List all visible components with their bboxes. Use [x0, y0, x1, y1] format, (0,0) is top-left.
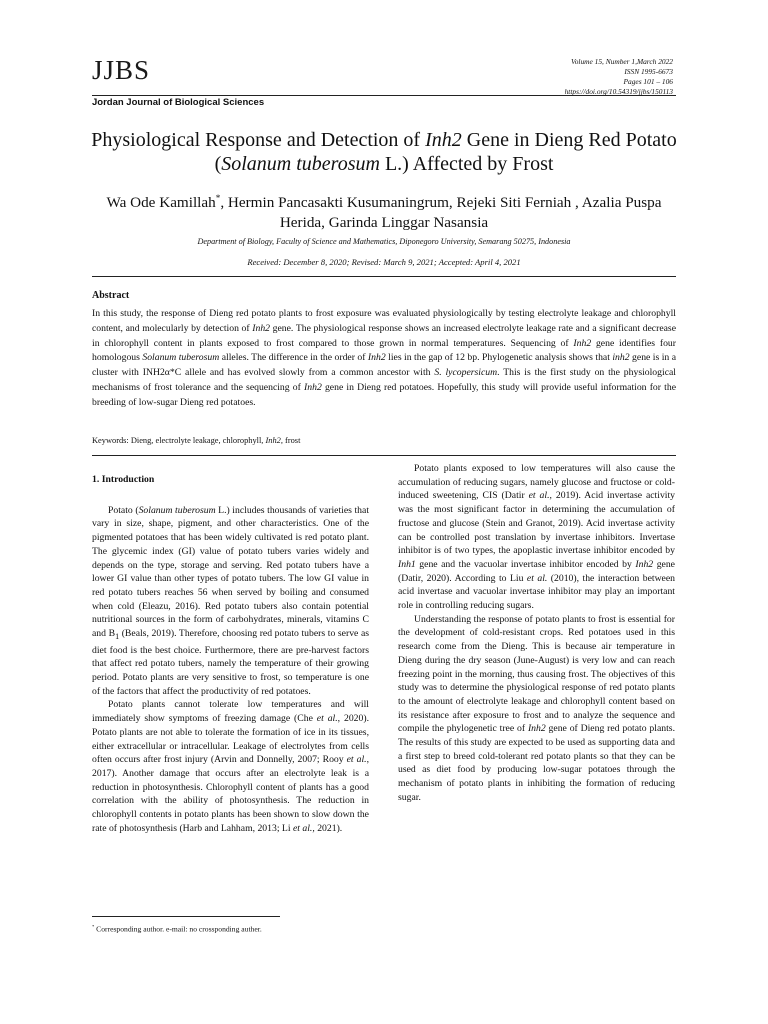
- para-text: 2019). Acid invertase activity was the most significant factor in determining the accumulation of fructose and glucose (Stein and Granot, 2019). Acid invertase activity can be controlled post translation by invertase inhibitors. Invertase inhibitor is of two types, the apoplastic invertase inhibitor encoded by: [398, 490, 676, 557]
- paragraph: [92, 504, 369, 699]
- abstract-italic: Inh2: [367, 352, 386, 364]
- author-list: [84, 188, 684, 233]
- para-text: gene and the vacuolar invertase inhibitor encoded by: [415, 558, 636, 570]
- abstract-italic: Inh2: [304, 381, 322, 393]
- journal-name: Jordan Journal of Biological Sciences: [92, 97, 265, 108]
- section-heading-introduction: 1. Introduction: [92, 474, 155, 485]
- submission-dates: Received: December 8, 2020; Revised: March 9, 2021; Accepted: April 4, 2021: [247, 257, 521, 267]
- para-italic: Solanum tuberosum: [138, 504, 216, 516]
- para-text: (2010), the interaction between acid invertase and vacuolar invertase inhibitor may play an important role in controlling reducing sugars.: [398, 572, 676, 612]
- para-text: Understanding the response of potato plants to frost is essential for the development of cold-resistant crops. Red potatoes used in this research come from the Dieng. This is because air temperature in Dieng during the dry season (June-August) is very low and can reach freezing point in the morning, thus causing frost. The objectives of this study was to determine the physiological response of red potato plants to the amount of electrolyte leakage and chlorophyll content based on its resistance after exposure to frost and to analyze the sequence and compile the phylogenetic tree of: [398, 613, 675, 735]
- abstract-italic: Solanum tuberosum: [142, 352, 220, 364]
- para-italic: Inh2: [635, 558, 654, 570]
- abstract-top-rule: [92, 276, 676, 277]
- abstract-text: alleles. The difference in the order of: [219, 352, 368, 364]
- para-text: gene (Datir, 2020). According to Liu: [398, 558, 675, 584]
- abstract-body: [92, 307, 676, 411]
- abstract-text: In this study, the response of Dieng red potato plants to frost exposure was evaluated physiologically by testing electrolyte leakage and chlorophyll content, and molecularly by detection of: [92, 308, 676, 334]
- para-subscript: 1: [115, 631, 120, 641]
- page-range: Pages 101 – 106: [623, 77, 673, 86]
- abstract-text: gene identifies four homologous: [92, 337, 677, 364]
- abstract-text: gene in Dieng red potatoes. Hopefully, this study will provide useful information for the breeding of low-sugar Dieng red potatoes.: [92, 381, 676, 408]
- footnote: [92, 924, 262, 934]
- abstract-italic: S. lycopersicum: [434, 367, 498, 379]
- keywords-gene: Inh2: [265, 436, 281, 445]
- affiliation: Department of Biology, Faculty of Science and Mathematics, Diponegoro University, Semarang 50275, Indonesia: [197, 237, 571, 246]
- paragraph: [398, 613, 675, 805]
- title-gene: Inh2: [425, 129, 462, 151]
- para-text: Potato plants cannot tolerate low temperatures and will immediately show symptoms of freezing damage (Che: [92, 699, 369, 725]
- abstract-text: gene is in a cluster with INH2α*C allele and has evolved slowly from a common ancestor with: [92, 352, 676, 379]
- abstract-italic: inh2: [612, 352, 630, 364]
- para-italic: et al.: [346, 754, 367, 766]
- left-column: [92, 460, 369, 836]
- abstract-italic: Inh2: [573, 337, 592, 349]
- para-italic: Inh2: [527, 723, 546, 735]
- corresponding-mark: *: [215, 193, 221, 203]
- title-text: L.) Affected by Frost: [379, 153, 554, 175]
- footnote-rule: [92, 916, 280, 917]
- para-text: L.) includes thousands of varieties that vary in size, shape, pigment, and other characteristics. One of the pigmented potatoes that has been widely cultivated is red potato plant. The glycemic index (GI) value of potato tubers varies widely and depends on the type, storage and serving. Red potato tubers have a lower GI value than other types of potato tubers. The low GI value in red potato tubers reaches 56 when served by boiling and consumed when cold (Eleazu, 2016). Red potato tubers also contain potential nutritional sources in the form of carbohydrates, minerals, vitamins C and B: [92, 504, 370, 640]
- keywords: [92, 436, 676, 445]
- journal-logo: JJBS: [92, 55, 151, 85]
- volume-info: Volume 15, Number 1,March 2022: [571, 57, 673, 66]
- title-text: Physiological Response and Detection of: [91, 129, 426, 151]
- para-text: Potato plants exposed to low temperatures will also cause the accumulation of reducing sugars, namely glucose and fructose or cold-induced sweetening, CIS (Datir: [398, 463, 675, 502]
- abstract-italic: Inh2: [252, 322, 271, 334]
- para-text: gene of Dieng red potato plants. The results of this study are expected to be used as supporting data and a first step to breed cold-tolerant red potato plants so that they can be used as diet food by producing low-sugar potatoes through the mechanism of potato plants in inhibiting the formation of reducing sugar.: [398, 723, 675, 803]
- paragraph: [92, 698, 369, 835]
- para-italic: et al.,: [292, 822, 315, 834]
- co-authors: , Hermin Pancasakti Kusumaningrum, Rejeki Siti Ferniah , Azalia Puspa Herida, Garinda Linggar Nasansia: [220, 194, 662, 232]
- abstract-text: . This is the first study on the physiological mechanisms of frost tolerance and the sequencing of: [92, 367, 676, 393]
- issn: ISSN 1995-6673: [624, 67, 673, 76]
- first-author: Wa Ode Kamillah: [106, 194, 216, 212]
- para-italic: et al.: [316, 713, 338, 725]
- para-italic: et al.,: [528, 490, 552, 502]
- keywords-text: , frost: [280, 436, 301, 445]
- para-text: Potato (: [108, 504, 139, 516]
- para-text: , 2020). Potato plants are not able to tolerate the formation of ice in its tissues, either extracellular or intracellular. Leakage of electrolytes from cells often occurs after frost injury (Arvin and Donnelly, 2007; Rooy: [92, 713, 370, 766]
- para-text: , 2017). Another damage that occurs after an electrolyte leak is a reduction in photosynthesis. Chlorophyll content of plants has a good correlation with the ability of photosynthesis. The reduction in chlorophyll contents in potato plants has been shown to slow down the rate of photosynthesis (Harb and Lahham, 2013; Li: [92, 754, 369, 834]
- right-column: [398, 462, 675, 805]
- para-italic: et al.: [526, 572, 548, 584]
- issue-metadata: [565, 57, 673, 97]
- para-text: (Beals, 2019). Therefore, choosing red potato tubers to serve as diet food is the best choice. Furthermore, there are pre-harvest factors that affect red potato tubers, namely the temperature of their growing period. Potato plants are very sensitive to frost, so temperature is one of the factors that affect the productivity of red potatoes.: [92, 628, 370, 697]
- footnote-mark: *: [92, 924, 95, 929]
- title-species: Solanum tuberosum: [221, 153, 380, 175]
- doi-link[interactable]: https://doi.org/10.54319/jjbs/150113: [564, 87, 673, 96]
- header-rule: [92, 95, 676, 96]
- abstract-text: lies in the gap of 12 bp. Phylogenetic analysis shows that: [385, 352, 613, 364]
- para-italic: Inh1: [398, 558, 416, 570]
- abstract-text: gene. The physiological response shows an increased electrolyte leakage rate and a significant decrease in chlorophyll content in plants exposed to frost compared to those grown in normal temperatures. Sequencing of: [92, 322, 676, 349]
- article-title: [80, 128, 688, 176]
- body-top-rule: [92, 455, 676, 456]
- para-text: 2021).: [314, 822, 343, 834]
- abstract-heading: Abstract: [92, 290, 130, 301]
- footnote-text: Corresponding author. e-mail: no crossponding auther.: [94, 924, 262, 934]
- keywords-text: Keywords: Dieng, electrolyte leakage, chlorophyll,: [92, 436, 266, 445]
- paragraph: [398, 462, 675, 613]
- title-text: Gene in Dieng Red Potato (: [214, 129, 677, 175]
